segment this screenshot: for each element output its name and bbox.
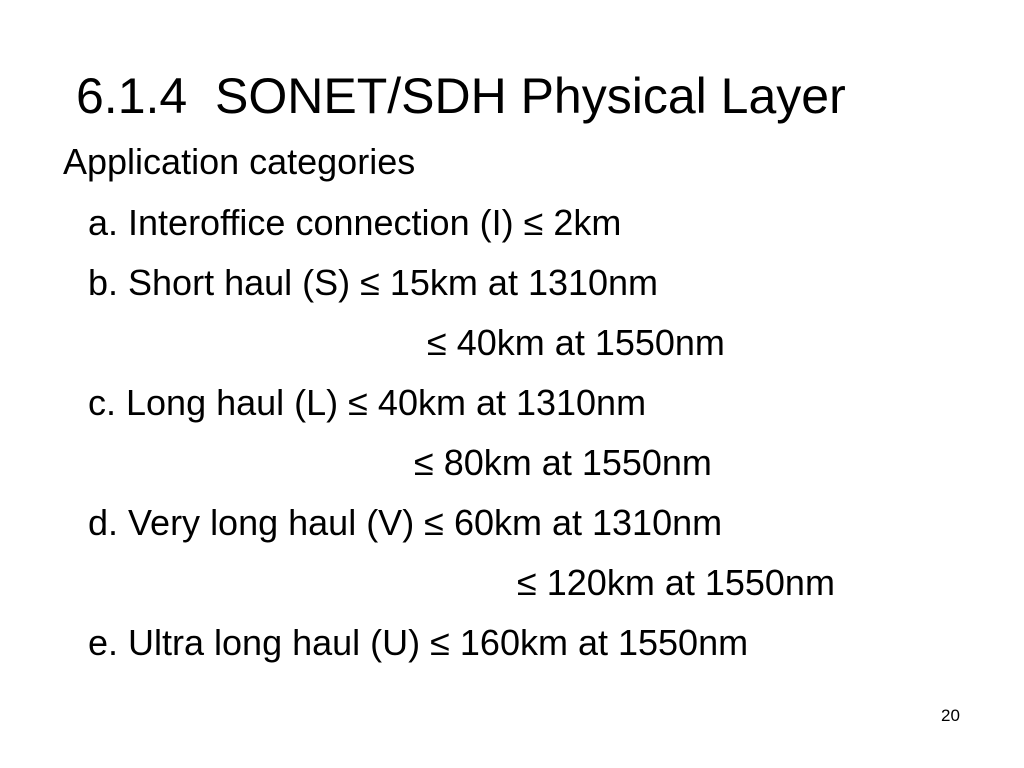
item-d-very-long-haul: d. Very long haul (V) ≤ 60km at 1310nm: [88, 502, 723, 543]
item-b-short-haul-1550: ≤ 40km at 1550nm: [427, 322, 725, 363]
slide-title: 6.1.4 SONET/SDH Physical Layer: [76, 68, 846, 124]
item-b-short-haul: b. Short haul (S) ≤ 15km at 1310nm: [88, 262, 659, 303]
item-c-long-haul: c. Long haul (L) ≤ 40km at 1310nm: [88, 382, 647, 423]
item-e-ultra-long-haul: e. Ultra long haul (U) ≤ 160km at 1550nm: [88, 622, 749, 663]
section-heading: Application categories: [63, 141, 416, 182]
item-a-interoffice: a. Interoffice connection (I) ≤ 2km: [88, 202, 622, 243]
item-d-very-long-haul-1550: ≤ 120km at 1550nm: [517, 562, 835, 603]
page-number: 20: [941, 706, 960, 725]
item-c-long-haul-1550: ≤ 80km at 1550nm: [414, 442, 712, 483]
